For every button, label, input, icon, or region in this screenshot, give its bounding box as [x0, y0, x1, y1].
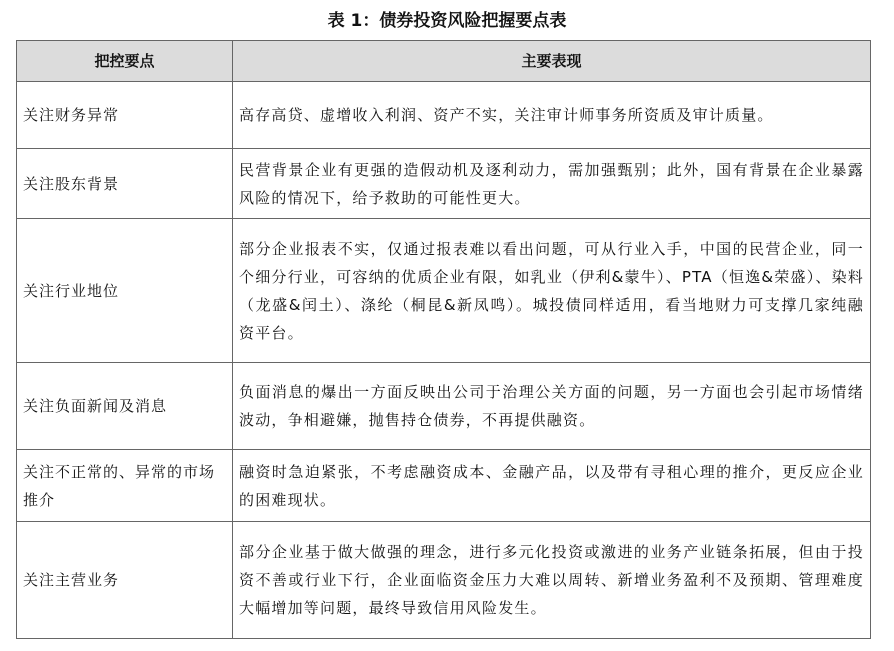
row-point: 关注行业地位 — [17, 219, 233, 363]
table-row — [17, 522, 871, 639]
table-row — [17, 219, 871, 363]
row-detail: 民营背景企业有更强的造假动机及逐利动力，需加强甄别；此外，国有背景在企业暴露风险的情况下，给予救助的可能性更大。 — [233, 149, 871, 219]
row-detail: 负面消息的爆出一方面反映出公司于治理公关方面的问题，另一方面也会引起市场情绪波动，争相避嫌，抛售持仓债券，不再提供融资。 — [233, 363, 871, 450]
row-point: 关注股东背景 — [17, 149, 233, 219]
row-detail: 部分企业基于做大做强的理念，进行多元化投资或激进的业务产业链条拓展，但由于投资不善或行业下行，企业面临资金压力大难以周转、新增业务盈利不及预期、管理难度大幅增加等问题，最终导致信用风险发生。 — [233, 522, 871, 639]
table-row — [17, 149, 871, 219]
row-detail: 融资时急迫紧张，不考虑融资成本、金融产品，以及带有寻租心理的推介，更反应企业的困难现状。 — [233, 450, 871, 522]
row-point: 关注不正常的、异常的市场推介 — [17, 450, 233, 522]
table-row — [17, 363, 871, 450]
row-point: 关注主营业务 — [17, 522, 233, 639]
header-point: 把控要点 — [17, 41, 233, 82]
table-row — [17, 82, 871, 149]
risk-table — [16, 40, 871, 639]
row-detail: 部分企业报表不实，仅通过报表难以看出问题，可从行业入手，中国的民营企业，同一个细分行业，可容纳的优质企业有限，如乳业（伊利&蒙牛）、PTA（恒逸&荣盛）、染料（龙盛&闰土）、涤纶（桐昆&新凤鸣）。城投债同样适用，看当地财力可支撑几家纯融资平台。 — [233, 219, 871, 363]
table-title: 表 1：债券投资风险把握要点表 — [327, 11, 567, 31]
table-header-row — [17, 41, 871, 82]
row-point: 关注负面新闻及消息 — [17, 363, 233, 450]
header-detail: 主要表现 — [233, 41, 871, 82]
row-point: 关注财务异常 — [17, 82, 233, 149]
row-detail: 高存高贷、虚增收入利润、资产不实，关注审计师事务所资质及审计质量。 — [233, 82, 871, 149]
table-row — [17, 450, 871, 522]
